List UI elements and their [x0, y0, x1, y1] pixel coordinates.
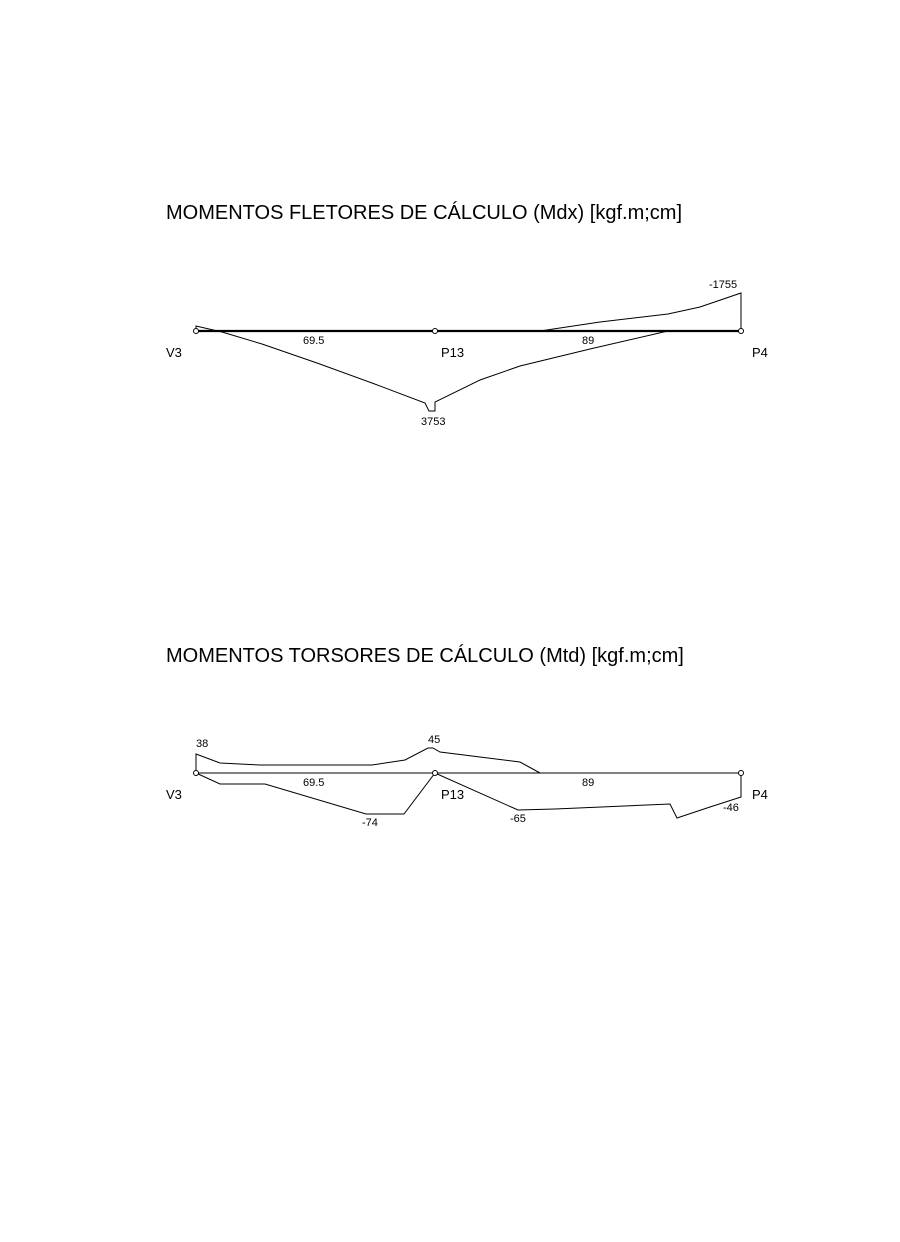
- mdx-diagram: [166, 279, 768, 428]
- mtd-value-label-45: 45: [428, 734, 441, 746]
- mtd-value-label-minus-65: -65: [510, 813, 526, 825]
- mtd-title: MOMENTOS TORSORES DE CÁLCULO (Mtd) [kgf.m;cm]: [166, 645, 684, 667]
- mtd-span-label-2: 89: [582, 777, 595, 789]
- mtd-node-label-p13: P13: [441, 787, 465, 802]
- mtd-node-v3: [194, 771, 199, 776]
- mtd-negative-torsion-curve: [196, 773, 741, 818]
- mdx-node-label-p13: P13: [441, 345, 465, 360]
- mdx-title: MOMENTOS FLETORES DE CÁLCULO (Mdx) [kgf.m;cm]: [166, 202, 682, 224]
- mtd-span-label-1: 69.5: [303, 777, 325, 789]
- mdx-node-v3: [194, 329, 199, 334]
- mdx-value-label-negative: -1755: [709, 279, 738, 291]
- mtd-value-label-38: 38: [196, 738, 209, 750]
- mdx-node-p13: [433, 329, 438, 334]
- mdx-positive-moment-curve: [196, 326, 668, 411]
- mdx-negative-moment-curve: [540, 293, 741, 331]
- mtd-node-label-p4: P4: [752, 787, 768, 802]
- mtd-diagram: [166, 734, 768, 829]
- mdx-node-label-v3: V3: [166, 345, 182, 360]
- mdx-value-label-positive: 3753: [421, 416, 446, 428]
- mtd-node-p4: [739, 771, 744, 776]
- mtd-node-p13: [433, 771, 438, 776]
- mdx-span-label-1: 69.5: [303, 335, 325, 347]
- mdx-node-p4: [739, 329, 744, 334]
- mtd-value-label-minus-74: -74: [362, 817, 378, 829]
- mtd-value-label-minus-46: -46: [723, 802, 739, 814]
- mdx-node-label-p4: P4: [752, 345, 768, 360]
- mdx-span-label-2: 89: [582, 335, 595, 347]
- mtd-positive-torsion-curve: [196, 748, 540, 773]
- mtd-node-label-v3: V3: [166, 787, 182, 802]
